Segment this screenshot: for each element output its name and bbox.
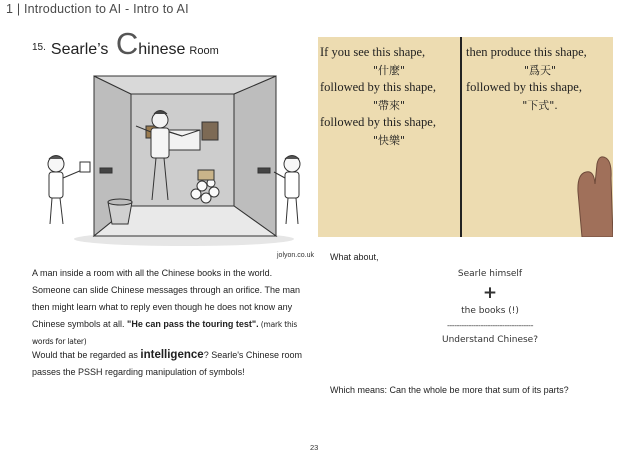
which-means-text: Which means: Can the whole be more that sum of its parts? (330, 385, 569, 395)
rule-shape: "什麼" (372, 63, 406, 77)
rule-shape: "下式". (522, 98, 558, 112)
formula-plus: + (482, 283, 498, 303)
illustration-credit: jolyon.co.uk (277, 252, 314, 259)
rule-line: then produce this shape, (466, 45, 587, 59)
rule-shape: "帶來" (372, 98, 406, 112)
rule-line: followed by this shape, (320, 115, 436, 129)
formula-divider: ------------------------------------ (447, 321, 533, 330)
hand-image (568, 152, 613, 237)
paragraph-text: ? Searle's Chinese room passes the PSSH regarding manipulation of symbols! (32, 350, 302, 377)
handwritten-note: (mark this words for later) (32, 320, 298, 346)
rulebook-right-column (466, 44, 613, 114)
title-word-chinese-rest: hinese (138, 41, 186, 58)
formula-the-books: the books (!) (461, 306, 519, 316)
chinese-room-illustration (36, 74, 318, 250)
touring-test-quote: "He can pass the touring test". (127, 319, 259, 329)
rulebook-divider (460, 37, 462, 237)
paragraph-room-description (32, 265, 308, 350)
paragraph-text: A man inside a room with all the Chinese books in the world. Someone can slide Chinese messages through an orifice. The man then might learn what to reply even though he does not know any Chinese symbols at all. (32, 268, 300, 329)
slide-title (32, 26, 219, 61)
rulebook-left-column (320, 44, 458, 149)
rulebook-image (318, 37, 613, 237)
rule-line: followed by this shape, (320, 80, 436, 94)
paragraph-text: Would that be regarded as (32, 350, 141, 360)
what-about-text: What about, (330, 252, 379, 262)
formula-understand-chinese: Understand Chinese? (442, 335, 538, 345)
page-header: 1 | Introduction to AI - Intro to AI (6, 2, 189, 16)
formula-searle-himself: Searle himself (457, 269, 523, 279)
intelligence-keyword: intelligence (140, 349, 204, 361)
paragraph-intelligence-question (32, 347, 308, 381)
title-word-room: Room (189, 45, 219, 57)
left-text-block (32, 265, 308, 377)
rule-shape: "快樂" (372, 133, 406, 147)
page-number: 23 (310, 443, 319, 452)
handwritten-formula (370, 265, 610, 348)
title-word-searles: Searle’s (50, 41, 109, 58)
rule-line: followed by this shape, (466, 80, 582, 94)
title-capital-letter: C (115, 26, 139, 61)
rule-shape: "爲天" (523, 63, 557, 77)
slide-number: 15. (32, 42, 46, 53)
rule-line: If you see this shape, (320, 45, 426, 59)
